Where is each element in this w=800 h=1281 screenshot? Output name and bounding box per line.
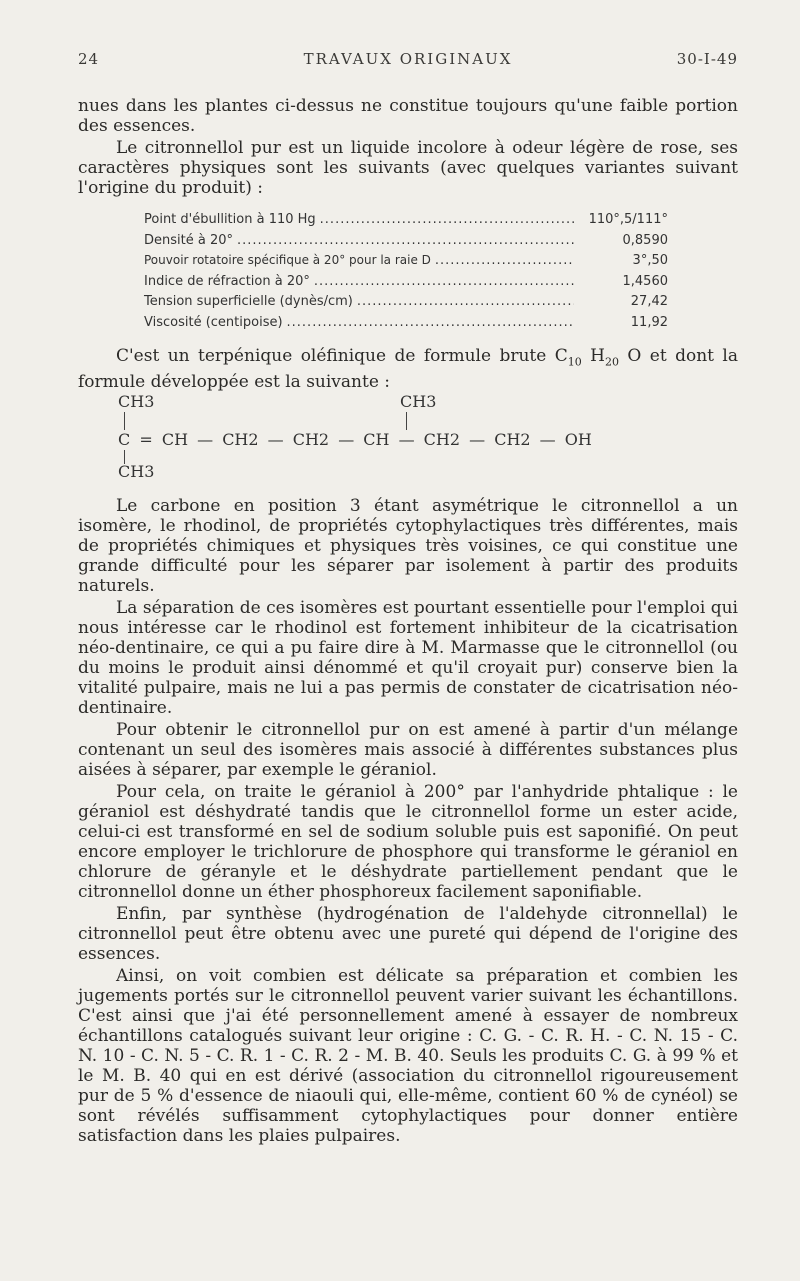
- dot-leader: [435, 253, 574, 268]
- property-label: Pouvoir rotatoire spécifique à 20° pour la raie D: [144, 253, 431, 267]
- property-row: [144, 253, 668, 274]
- dot-leader: [237, 233, 574, 248]
- property-row: [144, 233, 668, 254]
- page-header: [78, 50, 738, 74]
- subscript-carbon: 10: [567, 355, 582, 369]
- body-text: [78, 496, 738, 1146]
- carbon-chain: C = CH — CH2 — CH2 — CH — CH2 — CH2 — OH: [118, 430, 592, 449]
- paragraph-8: Enfin, par synthèse (hydrogénation de l'aldehyde citronnellal) le citronnellol peut être obtenu avec une pureté qui dépend de l'origine des essences.: [78, 904, 738, 964]
- running-title: TRAVAUX ORIGINAUX: [303, 50, 513, 68]
- paragraph-3: [78, 346, 738, 392]
- dot-leader: [287, 315, 574, 330]
- issue-date: 30-I-49: [676, 50, 738, 68]
- paragraph-6: Pour obtenir le citronnellol pur on est amené à partir d'un mélange contenant un seul des isomères mais associé à différentes substances plus aisées à séparer, par exemple le géraniol.: [78, 720, 738, 780]
- structural-formula: [118, 392, 698, 482]
- paragraph-4: Le carbone en position 3 étant asymétrique le citronnellol a un isomère, le rhodinol, de propriétés cytophylactiques très différentes, mais de propriétés chimiques et physiques très voisines, ce qui constitue une grande difficulté pour les séparer par isolement à partir des produits naturels.: [78, 496, 738, 596]
- dot-leader: [320, 212, 574, 227]
- property-value: 0,8590: [622, 232, 668, 248]
- formula-text-h: H: [581, 346, 605, 366]
- property-row: [144, 294, 668, 315]
- property-label: Indice de réfraction à 20°: [144, 273, 310, 289]
- dot-leader: [357, 294, 574, 309]
- property-label: Densité à 20°: [144, 232, 234, 248]
- formula-text-before: C'est un terpénique oléfinique de formule brute C: [116, 346, 568, 366]
- property-row: [144, 315, 668, 336]
- property-value: 1,4560: [622, 273, 668, 289]
- dot-leader: [314, 274, 574, 289]
- paragraph-1: nues dans les plantes ci-dessus ne constitue toujours qu'une faible portion des essences.: [78, 96, 738, 136]
- properties-table: [144, 212, 668, 335]
- paragraph-2: Le citronnellol pur est un liquide incolore à odeur légère de rose, ses caractères physiques sont les suivants (avec quelques variantes suivant l'origine du produit) :: [78, 138, 738, 198]
- intro-block: [78, 96, 738, 198]
- property-value: 27,42: [630, 294, 668, 309]
- page-number: 24: [78, 50, 100, 68]
- bond-line: [406, 412, 407, 430]
- property-value: 110°,5/111°: [588, 212, 668, 227]
- property-value: 11,92: [630, 314, 668, 330]
- property-label: Viscosité (centipoise): [144, 314, 283, 330]
- property-label: Tension superficielle (dynès/cm): [144, 294, 353, 309]
- formula-text-after: O et dont la formule développée est la suivante :: [78, 346, 738, 393]
- property-label: Point d'ébullition à 110 Hg: [144, 212, 316, 227]
- methyl-top-left: CH3: [118, 392, 155, 411]
- paragraph-9: Ainsi, on voit combien est délicate sa préparation et combien les jugements portés sur le citronnellol peuvent varier suivant les échantillons. C'est ainsi que j'ai été personnellement amené à essayer de nombreux échantillons catalogués suivant leur origine : C. G. - C. R. H. - C. N. 15 - C. N. 10 - C. N. 5 - C. R. 1 - C. R. 2 - M. B. 40. Seuls les produits C. G. à 99 % et le M. B. 40 qui en est dérivé (association du citronnellol rigoureusement pur de 5 % d'essence de niaouli qui, elle-même, contient 60 % de cynéol) se sont révélés suffisamment cytophylactiques pour donner entière satisfaction dans les plaies pulpaires.: [78, 966, 738, 1146]
- methyl-bottom: CH3: [118, 462, 155, 481]
- formula-intro: [78, 346, 738, 392]
- bond-line: [124, 412, 125, 430]
- paragraph-7: Pour cela, on traite le géraniol à 200° par l'anhydride phtalique : le géraniol est déshydraté tandis que le citronnellol forme un ester acide, celui-ci est transformé en sel de sodium soluble puis est saponifié. On peut encore employer le trichlorure de phosphore qui transforme le géraniol en chlorure de géranyle et le déshydrate partiellement pendant que le citronnellol donne un éther phosphoreux facilement saponifiable.: [78, 782, 738, 902]
- subscript-hydrogen: 20: [605, 355, 619, 369]
- methyl-top-right: CH3: [400, 392, 437, 411]
- property-row: [144, 274, 668, 295]
- property-value: 3°,50: [632, 253, 668, 268]
- property-row: [144, 212, 668, 233]
- paragraph-5: La séparation de ces isomères est pourtant essentielle pour l'emploi qui nous intéresse car le rhodinol est fortement inhibiteur de la cicatrisation néo-dentinaire, ce qui a pu faire dire à M. Marmasse que le citronnellol (ou du moins le produit ainsi dénommé et qu'il croyait pur) conserve bien la vitalité pulpaire, mais ne lui a pas permis de constater de cicatrisation néo-dentinaire.: [78, 598, 738, 718]
